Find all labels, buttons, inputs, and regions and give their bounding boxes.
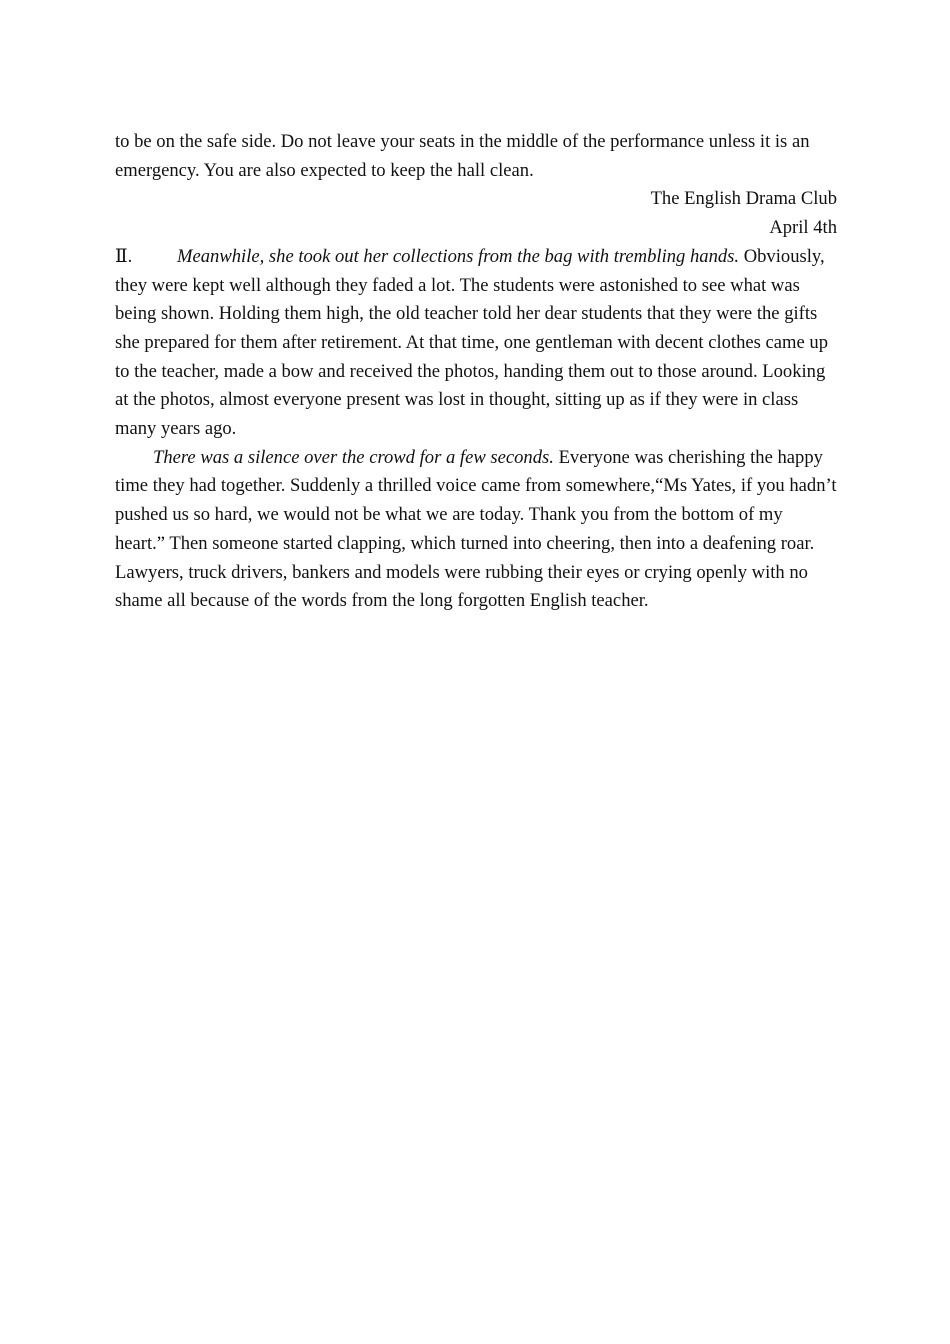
document-page (115, 128, 837, 616)
paragraph-2-text: Everyone was cherishing the happy time they had together. Suddenly a thrilled voice came from somewhere,“Ms Yates, if you hadn’t pushed us so hard, we would not be what we are today. Thank you from the bottom of my heart.” Then someone started clapping, which turned into cheering, then into a deafening roar. Lawyers, truck drivers, bankers and models were rubbing their eyes or crying openly with no shame all because of the words from the long forgotten English teacher. (115, 446, 837, 612)
section2-paragraph-1 (115, 243, 837, 444)
notice-signature: The English Drama Club (650, 188, 837, 210)
notice-date: April 4th (769, 217, 837, 239)
paragraph-1-text: Obviously, they were kept well although they faded a lot. The students were astonished to see what was being shown. Holding them high, the old teacher told her dear students that they were the gifts she prepared for them after retirement. At that time, one gentleman with decent clothes came up to the teacher, made a bow and received the photos, handing them out to those around. Looking at the photos, almost everyone present was lost in thought, sitting up as if they were in class many years ago. (115, 245, 828, 440)
section-numeral: Ⅱ. (115, 245, 133, 267)
paragraph-2-lead-sentence: There was a silence over the crowd for a few seconds. (153, 446, 554, 468)
paragraph-1-lead-sentence: Meanwhile, she took out her collections from the bag with trembling hands. (177, 245, 740, 267)
notice-body: to be on the safe side. Do not leave your seats in the middle of the performance unless it is an emergency. You are also expected to keep the hall clean. (115, 131, 810, 181)
section2-paragraph-2 (115, 444, 837, 616)
